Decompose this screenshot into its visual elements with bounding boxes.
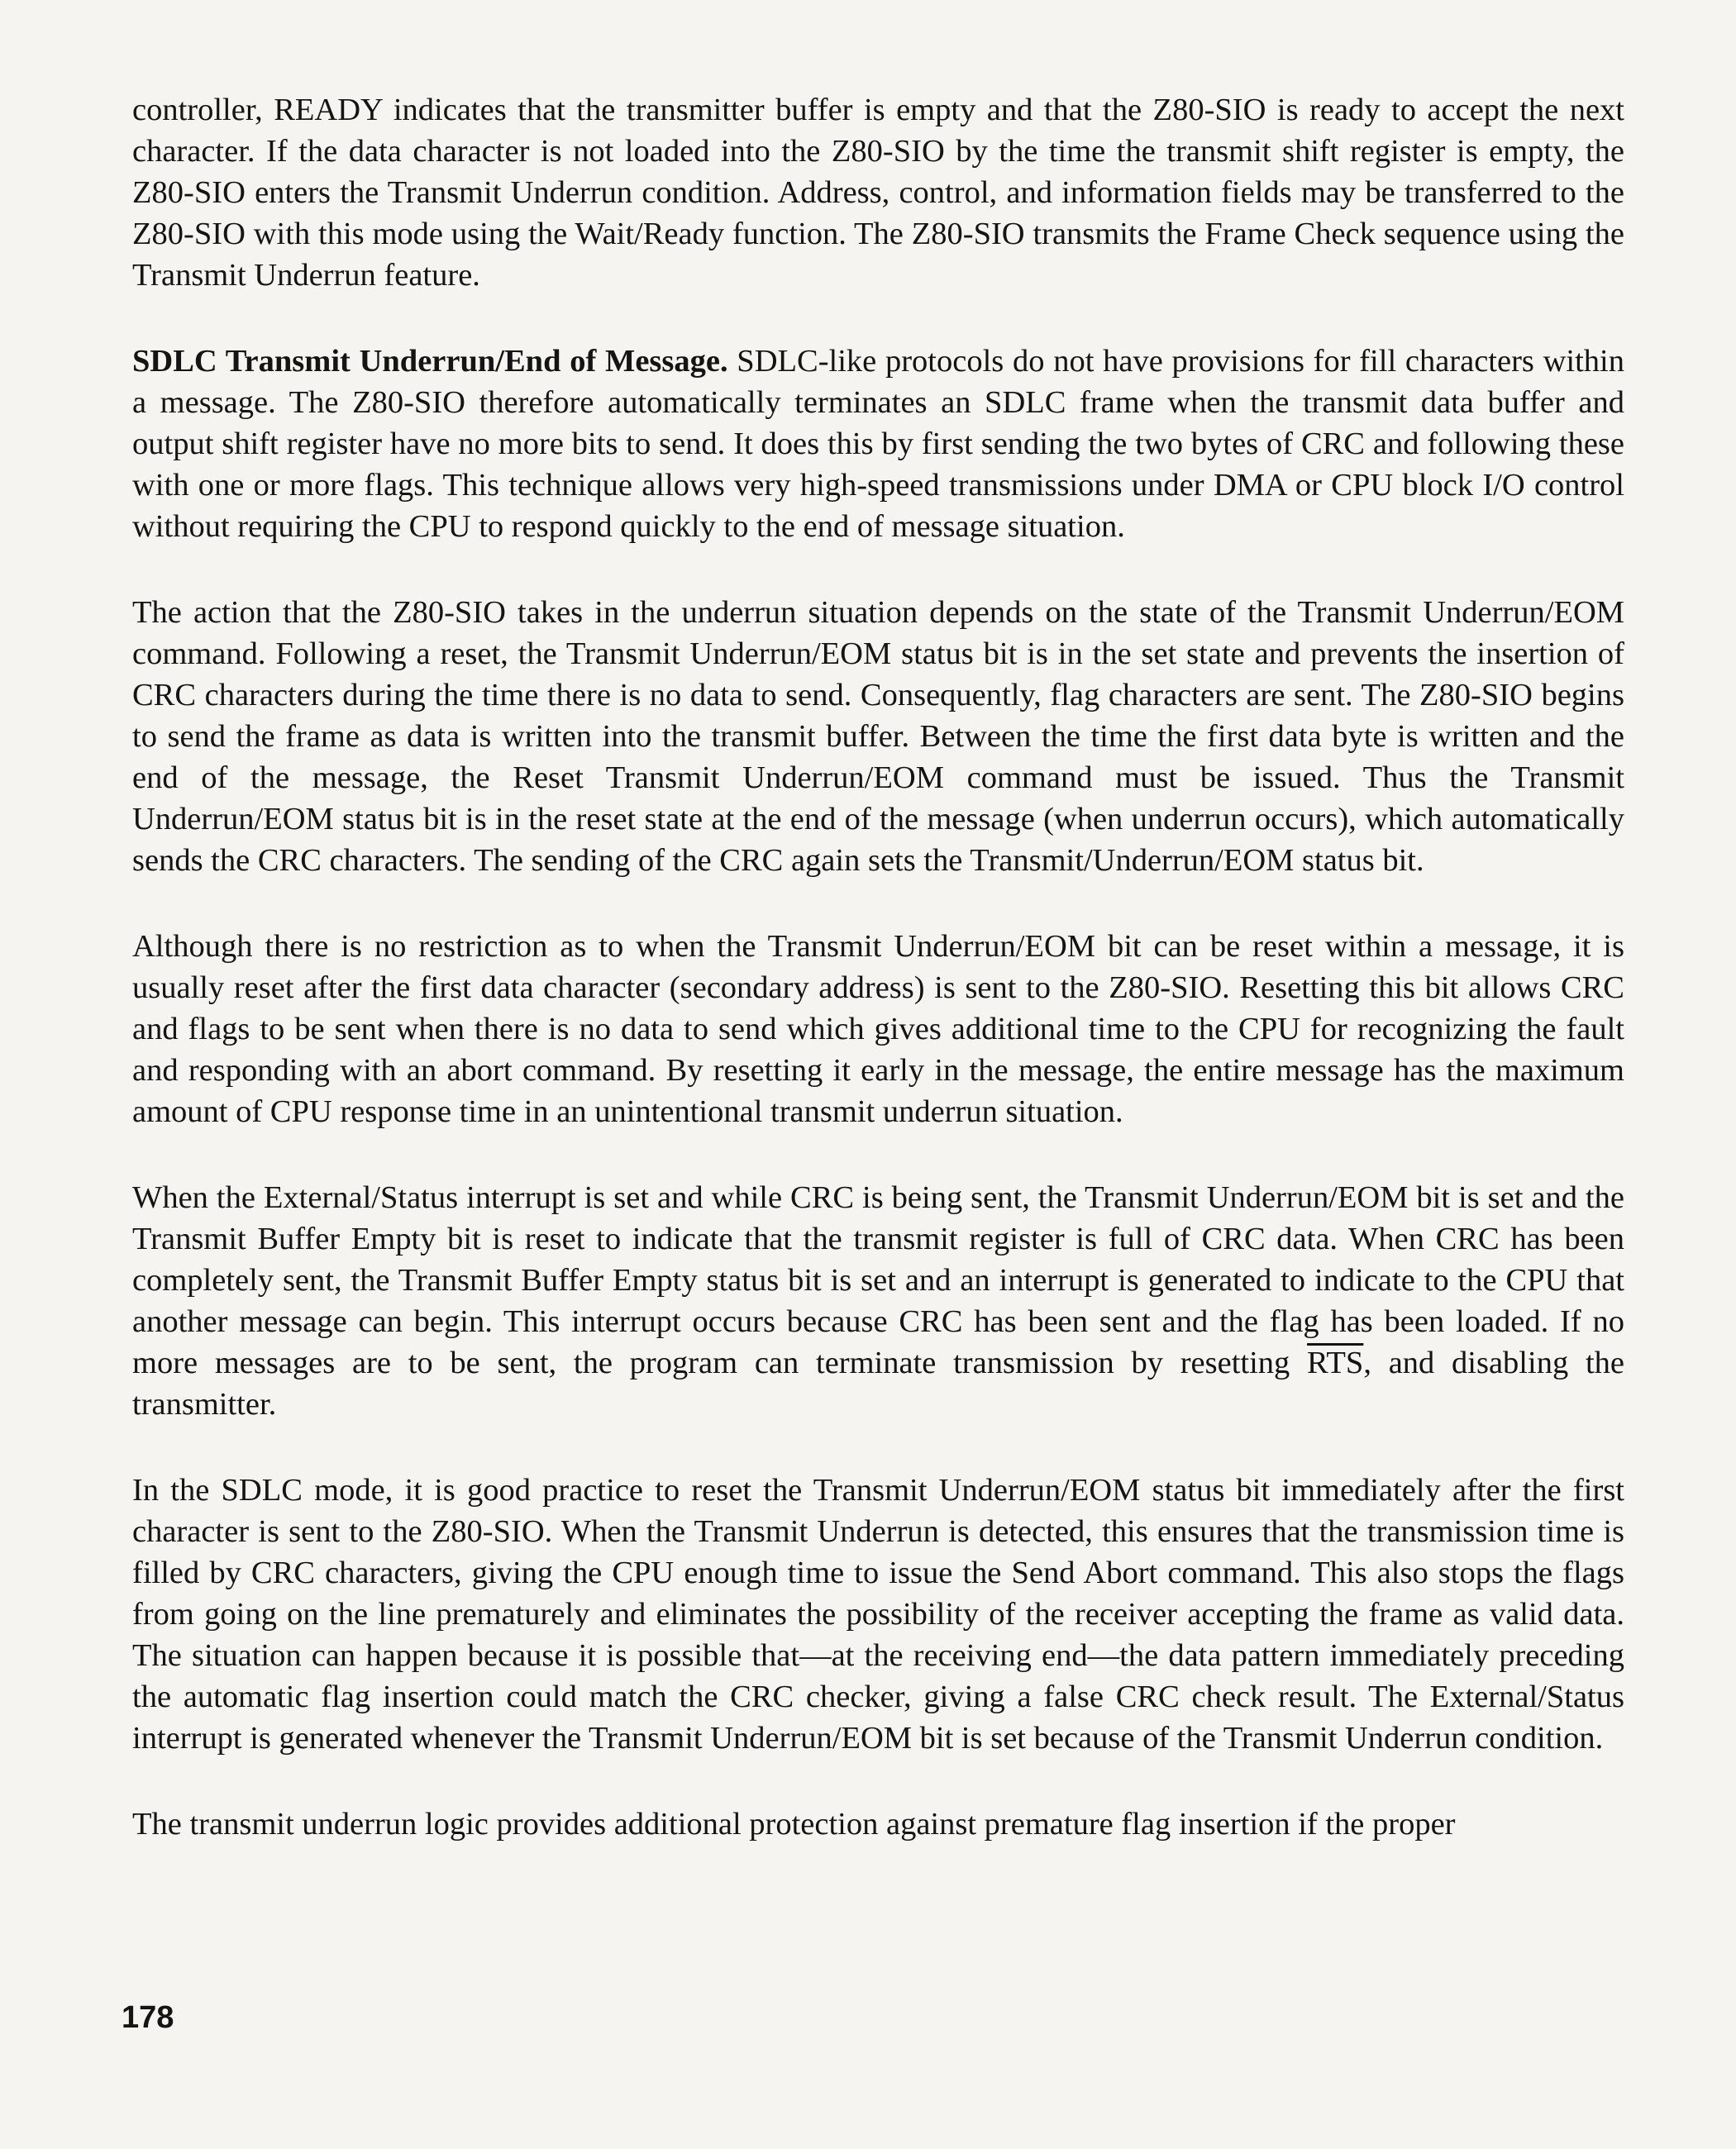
paragraph-underrun-logic: The transmit underrun logic provides additional protection against premature flag insertion if the proper (132, 1807, 1456, 1842)
page-number: 178 (122, 2000, 174, 2035)
paragraph-sdlc-underrun (132, 341, 1624, 547)
paragraph-external-status (132, 1177, 1624, 1425)
paragraph-text: , and disabling the transmitter. (132, 1346, 1624, 1422)
rts-signal-overlined: $\overline{RTS}$ (1307, 1346, 1364, 1380)
paragraph-underrun-action: The action that the Z80-SIO takes in the underrun situation depends on the state of the Transmit Underrun/EOM command. Following a reset, the Transmit Underrun/EOM status bit is in the set state and prevents the insertion of CRC characters during the time there is no data to send. Consequently, flag characters are sent. The Z80-SIO begins to send the frame as data is written into the transmit buffer. Between the time the first data byte is written and the end of the message, the Reset Transmit Underrun/EOM command must be issued. Thus the Transmit Underrun/EOM status bit is in the reset state at the end of the message (when underrun occurs), which automatically sends the CRC characters. The sending of the CRC again sets the Transmit/Underrun/EOM status bit. (132, 595, 1624, 878)
paragraph-reset-restriction: Although there is no restriction as to when the Transmit Underrun/EOM bit can be reset within a message, it is usually reset after the first data character (secondary address) is sent to the Z80-SIO. Resetting this bit allows CRC and flags to be sent when there is no data to send which gives additional time to the CPU for recognizing the fault and responding with an abort command. By resetting it early in the message, the entire message has the maximum amount of CPU response time in an unintentional transmit underrun situation. (132, 929, 1624, 1129)
paragraph-text: When the External/Status interrupt is set and while CRC is being sent, the Transmit Underrun/EOM bit is set and the Transmit Buffer Empty bit is reset to indicate that the transmit register is full of CRC data. When CRC has been completely sent, the Transmit Buffer Empty status bit is set and an interrupt is generated to indicate to the CPU that another message can begin. This interrupt occurs because CRC has been sent and the flag has been loaded. If no more messages are to be sent, the program can terminate transmission by resetting (132, 1180, 1624, 1380)
section-heading-sdlc-transmit-underrun: SDLC Transmit Underrun/End of Message. (132, 344, 728, 379)
paragraph-ready-controller: controller, READY indicates that the transmitter buffer is empty and that the Z80-SIO is ready to accept the next character. If the data character is not loaded into the Z80-SIO by the time the transmit shift register is empty, the Z80-SIO enters the Transmit Underrun condition. Address, control, and information fields may be transferred to the Z80-SIO with this mode using the Wait/Ready function. The Z80-SIO transmits the Frame Check sequence using the Transmit Underrun feature. (132, 93, 1624, 293)
paragraph-text: SDLC-like protocols do not have provisions for fill characters within a message. The Z80-SIO therefore automatically terminates an SDLC frame when the transmit data buffer and output shift register have no more bits to send. It does this by first sending the two bytes of CRC and following these with one or more flags. This technique allows very high-speed transmissions under DMA or CPU block I/O control without requiring the CPU to respond quickly to the end of message situation. (132, 344, 1624, 544)
paragraph-sdlc-good-practice: In the SDLC mode, it is good practice to reset the Transmit Underrun/EOM status bit immediately after the first character is sent to the Z80-SIO. When the Transmit Underrun is detected, this ensures that the transmission time is filled by CRC characters, giving the CPU enough time to issue the Send Abort command. This also stops the flags from going on the line prematurely and eliminates the possibility of the receiver accepting the frame as valid data. The situation can happen because it is possible that—at the receiving end—the data pattern immediately preceding the automatic flag insertion could match the CRC checker, giving a false CRC check result. The External/Status interrupt is generated whenever the Transmit Underrun/EOM bit is set because of the Transmit Underrun condition. (132, 1473, 1624, 1756)
